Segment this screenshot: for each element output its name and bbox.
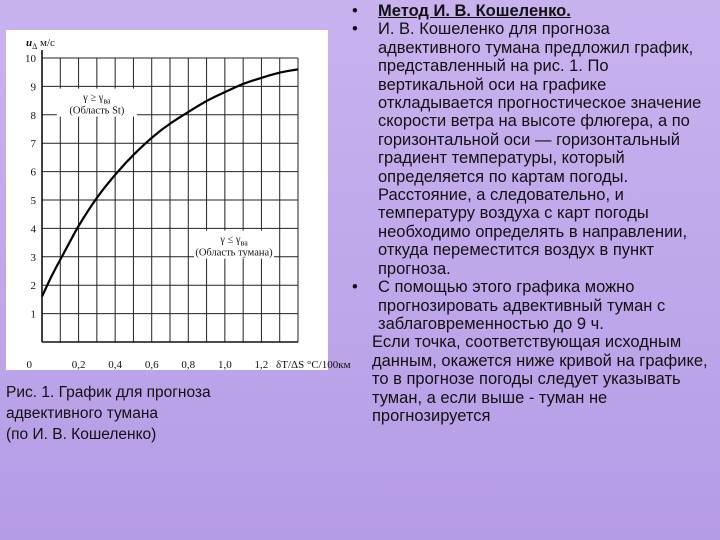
annotation-label: (Область тумана) <box>195 247 273 259</box>
x-tick-label: 0,4 <box>108 359 123 371</box>
caption-line-3: (по И. В. Кошеленко) <box>6 426 157 443</box>
slide-text <box>352 2 714 425</box>
bullet-icon: • <box>352 278 358 297</box>
y-tick-label: 8 <box>30 109 36 122</box>
annotation-label: $\gamma \ge \gamma_{ва}$ <box>83 92 111 106</box>
bullet-title <box>352 2 714 20</box>
x-axis-label: δT/ΔS °С/100км <box>276 359 351 371</box>
y-tick-label: 3 <box>30 251 36 264</box>
caption-line-2: адвективного тумана <box>6 405 159 422</box>
annotation-label: $\gamma \le \gamma_{ва}$ <box>220 234 248 248</box>
y-tick-label: 9 <box>30 81 36 94</box>
y-tick-label: 4 <box>30 223 36 236</box>
y-tick-label: 7 <box>30 138 36 151</box>
x-tick-label: 0,8 <box>181 359 196 371</box>
x-tick-label: 0,6 <box>144 359 159 371</box>
y-tick-label: 2 <box>30 280 36 293</box>
x-tick-label: 0,2 <box>71 359 86 371</box>
fog-forecast-chart <box>6 30 351 371</box>
chart-panel <box>6 30 351 371</box>
y-tick-label: 1 <box>30 308 36 321</box>
annotation-label: (Область St) <box>69 105 125 117</box>
paragraph-3-block <box>352 333 714 425</box>
y-tick-label: 6 <box>30 166 36 179</box>
y-tick-label: 10 <box>25 53 36 65</box>
y-axis-label: $u_\Delta$ м/с <box>26 37 55 51</box>
paragraph-1: И. В. Кошеленко для прогноза адвективного тумана предложил график, представленный на рис. 1. По вертикальной оси на графике откладывается прогностическое значение скорости ветра на высоте флюгера, а по горизонтальной оси — горизонтальный градиент температуры, который определяется по картам погоды. Расстояние, а следовательно, и температуру воздуха с карт погоды необходимо определять в направлении, откуда переместится воздух в пункт прогноза. <box>378 20 702 278</box>
paragraph-3: Если точка, соответствующая исходным данным, окажется ниже кривой на графике, то в прогнозе погоды следует указывать туман, а если выше - туман не прогнозируется <box>372 333 708 425</box>
caption-line-1: Рис. 1. График для прогноза <box>6 384 211 401</box>
origin-tick-label: 0 <box>26 359 32 371</box>
y-tick-label: 5 <box>30 195 36 207</box>
bullet-paragraph-2 <box>352 278 714 333</box>
x-tick-label: 1,0 <box>217 359 232 371</box>
bullet-icon: • <box>352 2 358 20</box>
figure-caption <box>6 382 326 445</box>
bullet-paragraph-1 <box>352 20 714 278</box>
paragraph-2: С помощью этого графика можно прогнозировать адвективный туман с заблаговременностью до 9 ч. <box>378 278 666 333</box>
method-title: Метод И. В. Кошеленко. <box>378 2 571 20</box>
bullet-icon: • <box>352 20 358 39</box>
x-tick-label: 1,2 <box>254 359 269 371</box>
